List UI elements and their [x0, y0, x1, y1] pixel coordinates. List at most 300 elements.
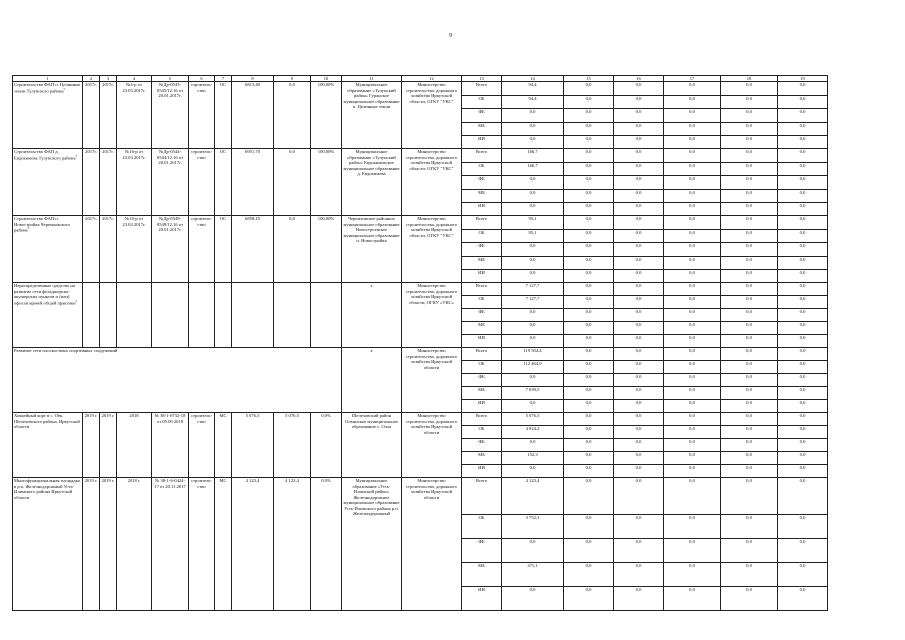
cell-c3: 2017г. — [100, 216, 117, 283]
funding-source-label: ИИ — [462, 270, 502, 283]
object-name-cell — [13, 82, 83, 149]
funding-value: 0,0 — [502, 243, 564, 257]
object-name-cell — [13, 348, 342, 413]
funding-source-label: ОБ — [462, 426, 502, 439]
zero-value: 0,0 — [564, 348, 614, 361]
col-number: 17 — [664, 76, 721, 82]
cell-c6 — [189, 283, 215, 348]
funding-source-label: ИИ — [462, 465, 502, 478]
zero-value: 0,0 — [614, 478, 664, 515]
funding-source-label: ОБ — [462, 515, 502, 539]
cell-c6: строитель-ство — [189, 82, 215, 149]
zero-value: 0,0 — [721, 322, 778, 335]
zero-value: 0,0 — [721, 465, 778, 478]
funding-source-label: ОБ — [462, 163, 502, 176]
zero-value: 0,0 — [614, 452, 664, 465]
cell-c9: 0,0 — [274, 82, 311, 149]
col-number: 10 — [311, 76, 342, 82]
zero-value: 0,0 — [778, 270, 828, 283]
cell-c7: ОС — [215, 149, 232, 216]
cell-c2: 2017г. — [83, 216, 100, 283]
zero-value: 0,0 — [721, 136, 778, 149]
cell-c6: строитель-ство — [189, 216, 215, 283]
zero-value: 0,0 — [614, 335, 664, 348]
object-name: Строительство ФАП п. Новостройка Черемховского района — [14, 216, 70, 233]
col-number: 7 — [215, 76, 232, 82]
cell-c5: №Др-0549-0549/12.16 от 20.01.2017г. — [152, 216, 189, 283]
zero-value: 0,0 — [614, 426, 664, 439]
zero-value: 0,0 — [664, 426, 721, 439]
zero-value: 0,0 — [664, 203, 721, 216]
zero-value: 0,0 — [721, 203, 778, 216]
col-number: 8 — [232, 76, 274, 82]
zero-value: 0,0 — [721, 96, 778, 109]
funding-source-label: ИИ — [462, 335, 502, 348]
table-row — [13, 149, 828, 163]
funding-value: 3 752,3 — [502, 515, 564, 539]
funding-source-label: Всего — [462, 283, 502, 296]
zero-value: 0,0 — [778, 452, 828, 465]
cell-c5: №Др-0544-0544/12.16 от 20.01.2017г. — [152, 149, 189, 216]
zero-value: 0,0 — [664, 230, 721, 243]
cell-c10: 0,0% — [311, 478, 342, 611]
funding-value: 0,0 — [502, 322, 564, 335]
cell-c7: МС — [215, 413, 232, 478]
zero-value: 0,0 — [664, 348, 721, 361]
cell-c9: 0,0 — [274, 149, 311, 216]
zero-value: 0,0 — [778, 82, 828, 96]
zero-value: 0,0 — [778, 136, 828, 149]
col-number: 19 — [778, 76, 828, 82]
funding-value: 5 076,5 — [502, 413, 564, 426]
zero-value: 0,0 — [614, 387, 664, 400]
zero-value: 0,0 — [721, 163, 778, 176]
zero-value: 0,0 — [721, 283, 778, 296]
cell-c8: 5 076,5 — [232, 413, 274, 478]
zero-value: 0,0 — [778, 335, 828, 348]
cell-c8: 4 123,4 — [232, 478, 274, 611]
funding-value: 371,1 — [502, 563, 564, 587]
zero-value: 0,0 — [664, 283, 721, 296]
object-name: Нераспределенные средства на развитие сети фельдшерско-акушерских пунктов и (или) офисов врачей общей практики — [14, 283, 76, 306]
zero-value: 0,0 — [721, 361, 778, 374]
zero-value: 0,0 — [721, 176, 778, 190]
zero-value: 0,0 — [664, 587, 721, 611]
funding-source-label: Всего — [462, 413, 502, 426]
zero-value: 0,0 — [721, 400, 778, 413]
zero-value: 0,0 — [778, 230, 828, 243]
zero-value: 0,0 — [778, 413, 828, 426]
funding-value: 0,0 — [502, 136, 564, 149]
funding-value: 0,0 — [502, 309, 564, 322]
zero-value: 0,0 — [614, 374, 664, 387]
zero-value: 0,0 — [721, 149, 778, 163]
cell-c3 — [100, 283, 117, 348]
zero-value: 0,0 — [614, 190, 664, 203]
zero-value: 0,0 — [664, 515, 721, 539]
cell-c4: №4-р от 23.03.2017г. — [117, 82, 152, 149]
zero-value: 0,0 — [721, 563, 778, 587]
zero-value: 0,0 — [778, 257, 828, 270]
municipality-cell: x — [342, 348, 402, 413]
funding-value: 0,0 — [502, 123, 564, 136]
zero-value: 0,0 — [614, 296, 664, 309]
funding-value: 166,7 — [502, 163, 564, 176]
zero-value: 0,0 — [564, 257, 614, 270]
footnote-mark: 5 — [75, 153, 78, 158]
zero-value: 0,0 — [564, 136, 614, 149]
zero-value: 0,0 — [614, 400, 664, 413]
funding-source-label: ФБ — [462, 109, 502, 123]
funding-value: 0,0 — [502, 374, 564, 387]
funding-value: 95,1 — [502, 216, 564, 230]
zero-value: 0,0 — [564, 361, 614, 374]
zero-value: 0,0 — [614, 361, 664, 374]
cell-c9: 5 076,5 — [274, 413, 311, 478]
cell-c9: 4 123,4 — [274, 478, 311, 611]
zero-value: 0,0 — [564, 400, 614, 413]
object-name-cell — [13, 413, 83, 478]
zero-value: 0,0 — [778, 563, 828, 587]
zero-value: 0,0 — [664, 465, 721, 478]
funding-value: 0,0 — [502, 257, 564, 270]
cell-c8: 6951,70 — [232, 149, 274, 216]
col-number: 18 — [721, 76, 778, 82]
cell-c2: 2017г. — [83, 149, 100, 216]
zero-value: 0,0 — [664, 387, 721, 400]
cell-c4: 2018 — [117, 413, 152, 478]
funding-value: 0,0 — [502, 203, 564, 216]
cell-c6: строитель-ство — [189, 478, 215, 611]
col-number: 15 — [564, 76, 614, 82]
zero-value: 0,0 — [778, 309, 828, 322]
zero-value: 0,0 — [564, 309, 614, 322]
col-number: 3 — [100, 76, 117, 82]
cell-c6: строитель-ство — [189, 149, 215, 216]
cell-c9: 0,0 — [274, 216, 311, 283]
zero-value: 0,0 — [778, 109, 828, 123]
footnote-mark: 5 — [75, 298, 78, 303]
cell-c2 — [83, 283, 100, 348]
zero-value: 0,0 — [614, 465, 664, 478]
zero-value: 0,0 — [721, 335, 778, 348]
zero-value: 0,0 — [564, 230, 614, 243]
col-number: 1 — [13, 76, 83, 82]
funding-source-label: ФБ — [462, 374, 502, 387]
zero-value: 0,0 — [564, 452, 614, 465]
col-number: 6 — [189, 76, 215, 82]
municipality-cell: Муниципальное образование «Тулунский район» Гуранское муниципальное образование п. Целинные земли — [342, 82, 402, 149]
responsible-cell: Министерство строительства, дорожного хозяйства Иркутской области — [402, 348, 462, 413]
zero-value: 0,0 — [614, 176, 664, 190]
table-row — [13, 216, 828, 230]
zero-value: 0,0 — [614, 587, 664, 611]
zero-value: 0,0 — [778, 123, 828, 136]
zero-value: 0,0 — [778, 374, 828, 387]
funding-value: 112 464,9 — [502, 361, 564, 374]
funding-source-label: МБ — [462, 387, 502, 400]
program-table — [12, 75, 828, 611]
zero-value: 0,0 — [564, 478, 614, 515]
funding-source-label: ФБ — [462, 539, 502, 563]
zero-value: 0,0 — [614, 136, 664, 149]
municipality-cell: Муниципальное образование «Усть-Илимский район» Железнодорожное муниципальное образование Усть-Илимского района р.п. Железнодорожный — [342, 478, 402, 611]
zero-value: 0,0 — [721, 109, 778, 123]
zero-value: 0,0 — [564, 243, 614, 257]
funding-source-label: МБ — [462, 322, 502, 335]
funding-value: 119 504,4 — [502, 348, 564, 361]
zero-value: 0,0 — [721, 515, 778, 539]
zero-value: 0,0 — [564, 465, 614, 478]
zero-value: 0,0 — [778, 400, 828, 413]
zero-value: 0,0 — [614, 283, 664, 296]
cell-c6: строитель-ство — [189, 413, 215, 478]
zero-value: 0,0 — [664, 309, 721, 322]
municipality-cell: Шелеховский район Олхинское муниципальное образование с. Олха — [342, 413, 402, 478]
municipality-cell: Муниципальное образование «Тулунский район» Евдокимовское муниципальное образование д. Евдокимова — [342, 149, 402, 216]
zero-value: 0,0 — [721, 309, 778, 322]
col-number: 11 — [342, 76, 402, 82]
zero-value: 0,0 — [664, 123, 721, 136]
zero-value: 0,0 — [564, 335, 614, 348]
funding-value: 152,3 — [502, 452, 564, 465]
cell-c3: 2017г. — [100, 82, 117, 149]
cell-c5: №Др-0545-0545/12.16 от 20.01.2017г. — [152, 82, 189, 149]
zero-value: 0,0 — [721, 243, 778, 257]
funding-source-label: МБ — [462, 190, 502, 203]
zero-value: 0,0 — [664, 176, 721, 190]
cell-c5: № 38-1-6-0424-17 от 20.11.2017 — [152, 478, 189, 611]
zero-value: 0,0 — [664, 413, 721, 426]
responsible-cell: Министерство строительства, дорожного хозяйства Иркутской области — [402, 478, 462, 611]
table-row — [13, 283, 828, 296]
zero-value: 0,0 — [614, 230, 664, 243]
cell-c2: 2019 г. — [83, 413, 100, 478]
zero-value: 0,0 — [564, 190, 614, 203]
zero-value: 0,0 — [564, 270, 614, 283]
object-name-cell — [13, 149, 83, 216]
col-number: 16 — [614, 76, 664, 82]
zero-value: 0,0 — [664, 109, 721, 123]
funding-value: 4 123,4 — [502, 478, 564, 515]
zero-value: 0,0 — [778, 387, 828, 400]
zero-value: 0,0 — [778, 190, 828, 203]
object-name: Строительство ФАП п. Целинные земли Тулунского района — [14, 82, 81, 94]
cell-c4: 2018 г. — [117, 478, 152, 611]
zero-value: 0,0 — [564, 515, 614, 539]
zero-value: 0,0 — [778, 203, 828, 216]
responsible-cell: Министерство строительства, дорожного хозяйства Иркутской области, ОГКУ "УКС" — [402, 149, 462, 216]
zero-value: 0,0 — [778, 426, 828, 439]
funding-source-label: Всего — [462, 82, 502, 96]
funding-source-label: МБ — [462, 563, 502, 587]
funding-value: 4 924,2 — [502, 426, 564, 439]
funding-source-label: ОБ — [462, 96, 502, 109]
zero-value: 0,0 — [721, 413, 778, 426]
zero-value: 0,0 — [664, 257, 721, 270]
zero-value: 0,0 — [664, 539, 721, 563]
cell-c10: 100,00% — [311, 216, 342, 283]
object-name: Развитие сети плоскостных спортивных сооружений — [14, 348, 118, 354]
zero-value: 0,0 — [778, 465, 828, 478]
col-number: 14 — [502, 76, 564, 82]
zero-value: 0,0 — [664, 149, 721, 163]
zero-value: 0,0 — [721, 439, 778, 452]
funding-value: 0,0 — [502, 190, 564, 203]
zero-value: 0,0 — [564, 96, 614, 109]
zero-value: 0,0 — [564, 413, 614, 426]
funding-source-label: ФБ — [462, 243, 502, 257]
responsible-cell: Министерство строительства, дорожного хозяйства Иркутской области, ОГКУ "УКС" — [402, 82, 462, 149]
funding-value: 0,0 — [502, 176, 564, 190]
funding-value: 95,1 — [502, 230, 564, 243]
zero-value: 0,0 — [664, 374, 721, 387]
zero-value: 0,0 — [664, 335, 721, 348]
cell-c7: ОС — [215, 216, 232, 283]
cell-c5 — [152, 283, 189, 348]
funding-source-label: ИИ — [462, 203, 502, 216]
funding-source-label: Всего — [462, 216, 502, 230]
cell-c3: 2019 г. — [100, 413, 117, 478]
zero-value: 0,0 — [664, 270, 721, 283]
col-number: 2 — [83, 76, 100, 82]
zero-value: 0,0 — [721, 587, 778, 611]
zero-value: 0,0 — [614, 96, 664, 109]
zero-value: 0,0 — [778, 163, 828, 176]
col-number: 9 — [274, 76, 311, 82]
zero-value: 0,0 — [614, 243, 664, 257]
zero-value: 0,0 — [721, 426, 778, 439]
zero-value: 0,0 — [664, 243, 721, 257]
zero-value: 0,0 — [778, 539, 828, 563]
responsible-cell: Министерство строительства, дорожного хозяйства Иркутской области, ОГКУ "УКС" — [402, 216, 462, 283]
zero-value: 0,0 — [564, 283, 614, 296]
funding-value: 0,0 — [502, 539, 564, 563]
zero-value: 0,0 — [614, 257, 664, 270]
zero-value: 0,0 — [778, 296, 828, 309]
funding-value: 0,0 — [502, 439, 564, 452]
cell-c7: МС — [215, 478, 232, 611]
object-name-cell — [13, 283, 83, 348]
zero-value: 0,0 — [664, 361, 721, 374]
zero-value: 0,0 — [564, 387, 614, 400]
funding-source-label: ОБ — [462, 296, 502, 309]
cell-c3: 2019 г. — [100, 478, 117, 611]
cell-c8: 6813,40 — [232, 82, 274, 149]
cell-c7: ОС — [215, 82, 232, 149]
zero-value: 0,0 — [614, 413, 664, 426]
zero-value: 0,0 — [721, 348, 778, 361]
zero-value: 0,0 — [664, 216, 721, 230]
zero-value: 0,0 — [614, 216, 664, 230]
zero-value: 0,0 — [721, 452, 778, 465]
zero-value: 0,0 — [664, 296, 721, 309]
zero-value: 0,0 — [614, 203, 664, 216]
table-row — [13, 478, 828, 515]
funding-value: 0,0 — [502, 465, 564, 478]
zero-value: 0,0 — [664, 163, 721, 176]
zero-value: 0,0 — [664, 190, 721, 203]
zero-value: 0,0 — [614, 563, 664, 587]
cell-c2: 2017г. — [83, 82, 100, 149]
col-number: 4 — [117, 76, 152, 82]
funding-value: 94,4 — [502, 96, 564, 109]
col-number: 12 — [402, 76, 462, 82]
zero-value: 0,0 — [614, 82, 664, 96]
cell-c4: №16-р от 23.03.2017г. — [117, 149, 152, 216]
funding-source-label: ОБ — [462, 230, 502, 243]
zero-value: 0,0 — [721, 270, 778, 283]
funding-value: 166,7 — [502, 149, 564, 163]
zero-value: 0,0 — [564, 563, 614, 587]
zero-value: 0,0 — [721, 230, 778, 243]
zero-value: 0,0 — [721, 82, 778, 96]
zero-value: 0,0 — [664, 439, 721, 452]
zero-value: 0,0 — [564, 374, 614, 387]
zero-value: 0,0 — [564, 123, 614, 136]
funding-source-label: Всего — [462, 348, 502, 361]
funding-source-label: Всего — [462, 149, 502, 163]
zero-value: 0,0 — [564, 539, 614, 563]
funding-source-label: ИИ — [462, 587, 502, 611]
zero-value: 0,0 — [664, 136, 721, 149]
footnote-mark: 5 — [63, 86, 66, 91]
funding-value: 0,0 — [502, 109, 564, 123]
zero-value: 0,0 — [564, 82, 614, 96]
cell-c4 — [117, 283, 152, 348]
zero-value: 0,0 — [664, 478, 721, 515]
zero-value: 0,0 — [664, 96, 721, 109]
funding-value: 7 127,7 — [502, 283, 564, 296]
zero-value: 0,0 — [721, 539, 778, 563]
cell-c5: № 38-1-0732-18 от 05.09.2018 — [152, 413, 189, 478]
zero-value: 0,0 — [564, 203, 614, 216]
funding-value: 7 127,7 — [502, 296, 564, 309]
funding-source-label: МБ — [462, 257, 502, 270]
zero-value: 0,0 — [614, 123, 664, 136]
zero-value: 0,0 — [614, 109, 664, 123]
funding-source-label: ФБ — [462, 176, 502, 190]
table-row — [13, 413, 828, 426]
cell-c10 — [311, 283, 342, 348]
funding-source-label: ОБ — [462, 361, 502, 374]
zero-value: 0,0 — [721, 374, 778, 387]
municipality-cell: x — [342, 283, 402, 348]
zero-value: 0,0 — [721, 123, 778, 136]
cell-c9 — [274, 283, 311, 348]
zero-value: 0,0 — [778, 439, 828, 452]
zero-value: 0,0 — [564, 426, 614, 439]
zero-value: 0,0 — [721, 216, 778, 230]
funding-value: 94,4 — [502, 82, 564, 96]
zero-value: 0,0 — [778, 348, 828, 361]
object-name-cell — [13, 216, 83, 283]
zero-value: 0,0 — [564, 587, 614, 611]
zero-value: 0,0 — [721, 478, 778, 515]
cell-c4: №10-р от 23.03.2017г. — [117, 216, 152, 283]
zero-value: 0,0 — [721, 387, 778, 400]
object-name: Строительство ФАП д. Евдокимова Тулунского района — [14, 149, 76, 161]
zero-value: 0,0 — [778, 361, 828, 374]
zero-value: 0,0 — [564, 322, 614, 335]
funding-value: 0,0 — [502, 270, 564, 283]
funding-source-label: ИИ — [462, 136, 502, 149]
zero-value: 0,0 — [614, 322, 664, 335]
funding-source-label: МБ — [462, 452, 502, 465]
funding-source-label: ИИ — [462, 400, 502, 413]
page-number: 9 — [449, 33, 452, 39]
zero-value: 0,0 — [721, 257, 778, 270]
